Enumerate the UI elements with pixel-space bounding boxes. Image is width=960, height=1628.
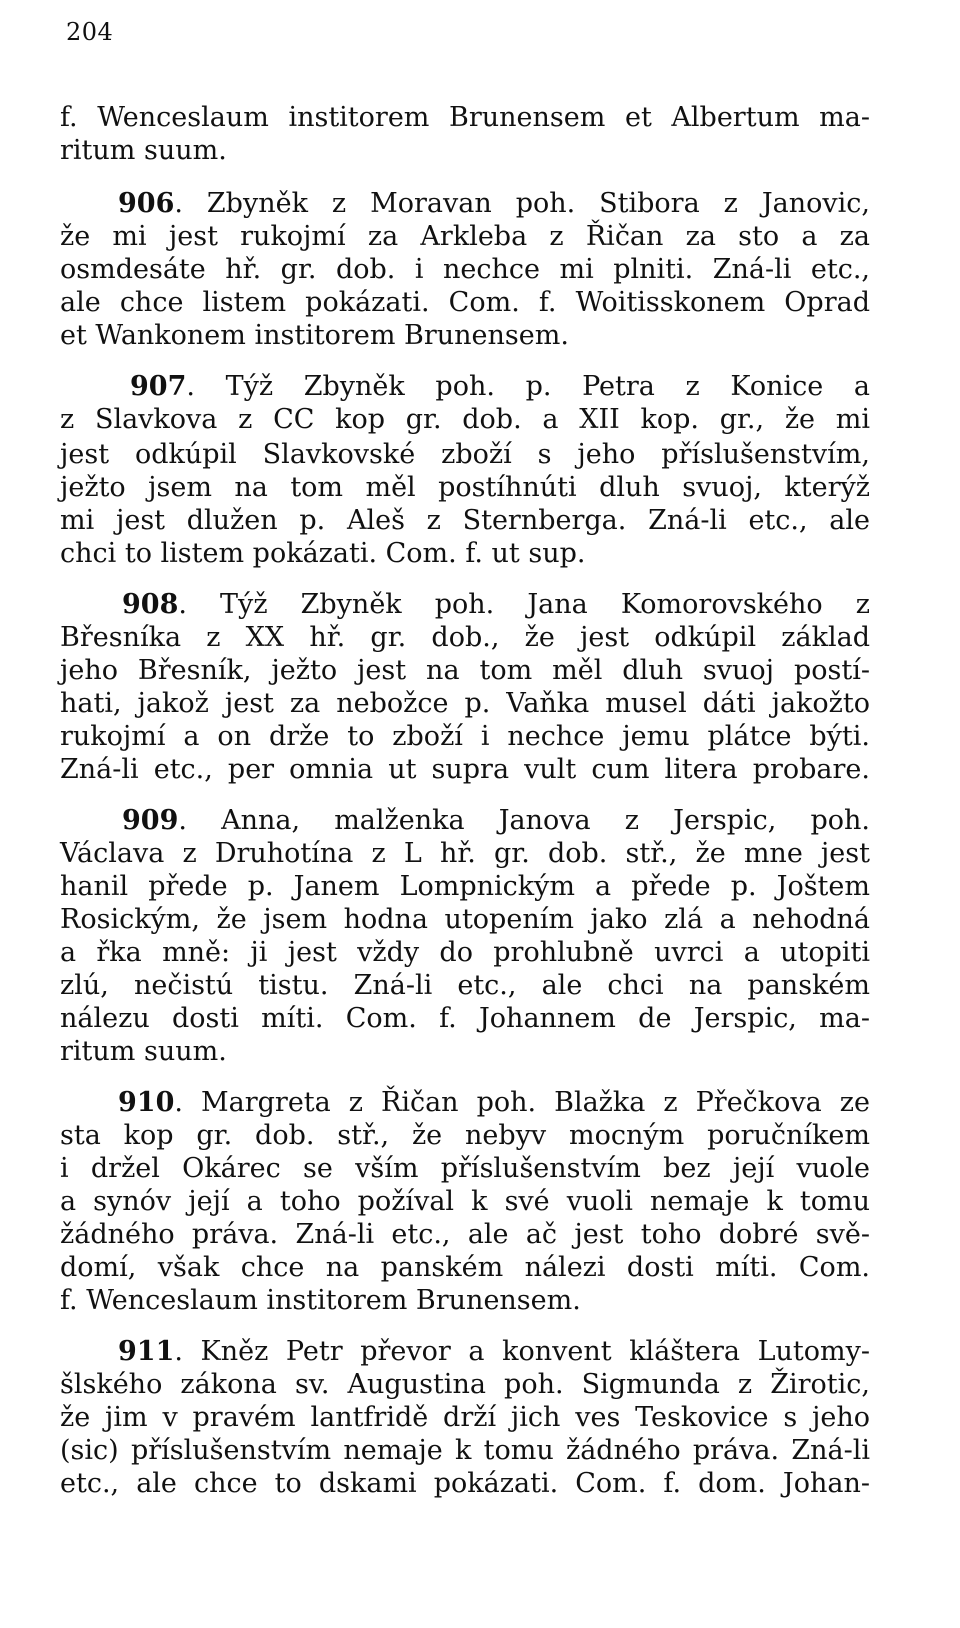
text-line	[60, 470, 870, 506]
text-line	[60, 1001, 870, 1037]
line-text: ale chce listem pokázati. Com. f. Woitisskonem Oprad	[60, 287, 870, 318]
line-text: f. Wenceslaum institorem Brunensem.	[60, 1285, 581, 1316]
line-text: . Týž Zbyněk poh. p. Petra z Konice a	[186, 371, 870, 402]
paragraph-start-line	[130, 369, 870, 405]
line-text: ritum suum.	[60, 135, 227, 166]
line-text: Zná-li etc., per omnia ut supra vult cum litera probare.	[60, 754, 870, 785]
entry-number: 908	[122, 589, 179, 620]
line-text: ritum suum.	[60, 1036, 227, 1067]
line-text: . Anna, malženka Janova z Jerspic, poh.	[178, 805, 870, 836]
text-line	[60, 836, 870, 872]
line-text: domí, však chce na panském nálezi dosti míti. Com.	[60, 1252, 870, 1283]
line-text: Břesníka z XX hř. gr. dob., že jest odkúpil základ	[60, 622, 870, 653]
line-text: . Margreta z Řičan poh. Blažka z Přečkova ze	[174, 1087, 870, 1118]
line-text: ježto jsem na tom měl postíhnúti dluh svuoj, kterýž	[60, 472, 870, 503]
line-text: et Wankonem institorem Brunensem.	[60, 320, 569, 351]
paragraph-start-line	[118, 186, 870, 222]
line-text: nálezu dosti míti. Com. f. Johannem de Jerspic, ma-	[60, 1003, 870, 1034]
line-text: žádného práva. Zná-li etc., ale ač jest toho dobré svě-	[60, 1219, 870, 1250]
text-line	[60, 1151, 870, 1187]
line-text: rukojmí a on drže to zboží i nechce jemu plátce býti.	[60, 721, 870, 752]
line-text: . Týž Zbyněk poh. Jana Komorovského z	[178, 589, 870, 620]
line-text: osmdesáte hř. gr. dob. i nechce mi plniti. Zná-li etc.,	[60, 254, 870, 285]
paragraph-start-line	[122, 587, 870, 623]
text-line	[60, 1250, 870, 1286]
text-line	[60, 1184, 870, 1220]
text-line	[60, 536, 870, 572]
line-text: že jim v pravém lantfridě drží jich ves Teskovice s jeho	[60, 1402, 870, 1433]
text-line	[60, 437, 870, 473]
text-line	[60, 1034, 870, 1070]
text-line	[60, 752, 870, 788]
line-text: a synóv její a toho požíval k své vuoli nemaje k tomu	[60, 1186, 870, 1217]
line-text: sta kop gr. dob. stř., že nebyv mocným poručníkem	[60, 1120, 870, 1151]
line-text: z Slavkova z CC kop gr. dob. a XII kop. gr., že mi	[60, 404, 870, 435]
text-line	[60, 318, 870, 354]
line-text: etc., ale chce to dskami pokázati. Com. f. dom. Johan-	[60, 1468, 870, 1499]
entry-number: 907	[130, 371, 187, 402]
line-text: Rosickým, že jsem hodna utopením jako zlá a nehodná	[60, 904, 870, 935]
paragraph-start-line	[118, 1085, 870, 1121]
line-text: mi jest dlužen p. Aleš z Sternberga. Zná-li etc., ale	[60, 505, 870, 536]
line-text: (sic) příslušenstvím nemaje k tomu žádného práva. Zná-li	[60, 1435, 870, 1466]
text-line	[60, 1466, 870, 1502]
text-line	[60, 133, 870, 169]
text-line	[60, 503, 870, 539]
text-line	[60, 869, 870, 905]
line-text: zlú, nečistú tistu. Zná-li etc., ale chci na panském	[60, 970, 870, 1001]
line-text: hanil přede p. Janem Lompnickým a přede p. Joštem	[60, 871, 870, 902]
text-line	[60, 1433, 870, 1469]
line-text: chci to listem pokázati. Com. f. ut sup.	[60, 538, 586, 569]
paragraph-start-line	[122, 803, 870, 839]
entry-number: 910	[118, 1087, 175, 1118]
line-text: f. Wenceslaum institorem Brunensem et Albertum ma-	[60, 102, 870, 133]
text-line	[60, 1283, 870, 1319]
text-line	[60, 252, 870, 288]
line-text: a řka mně: ji jest vždy do prohlubně uvrci a utopiti	[60, 937, 870, 968]
line-text: jeho Břesník, ježto jest na tom měl dluh svuoj postí-	[60, 655, 870, 686]
line-text: jest odkúpil Slavkovské zboží s jeho příslušenstvím,	[60, 439, 870, 470]
line-text: hati, jakož jest za nebožce p. Vaňka musel dáti jakožto	[60, 688, 870, 719]
text-line	[60, 935, 870, 971]
text-line	[60, 1400, 870, 1436]
text-line	[60, 1367, 870, 1403]
text-line	[60, 1118, 870, 1154]
line-text: Václava z Druhotína z L hř. gr. dob. stř., že mne jest	[60, 838, 870, 869]
text-line	[60, 653, 870, 689]
text-line	[60, 968, 870, 1004]
text-line	[60, 100, 870, 136]
text-line	[60, 719, 870, 755]
text-line	[60, 686, 870, 722]
text-line	[60, 219, 870, 255]
entry-number: 906	[118, 188, 175, 219]
line-text: šlského zákona sv. Augustina poh. Sigmunda z Žirotic,	[60, 1369, 870, 1400]
text-line	[60, 402, 870, 438]
line-text: . Kněz Petr převor a konvent kláštera Lutomy-	[174, 1336, 870, 1367]
text-line	[60, 285, 870, 321]
line-text: i držel Okárec se vším příslušenstvím bez její vuole	[60, 1153, 870, 1184]
text-line	[60, 1217, 870, 1253]
text-line	[60, 902, 870, 938]
line-text: že mi jest rukojmí za Arkleba z Řičan za sto a za	[60, 221, 870, 252]
line-text: . Zbyněk z Moravan poh. Stibora z Janovic,	[174, 188, 870, 219]
text-line	[60, 620, 870, 656]
entry-number: 909	[122, 805, 179, 836]
page-number: 204	[66, 18, 114, 46]
entry-number: 911	[118, 1336, 175, 1367]
paragraph-start-line	[118, 1334, 870, 1370]
